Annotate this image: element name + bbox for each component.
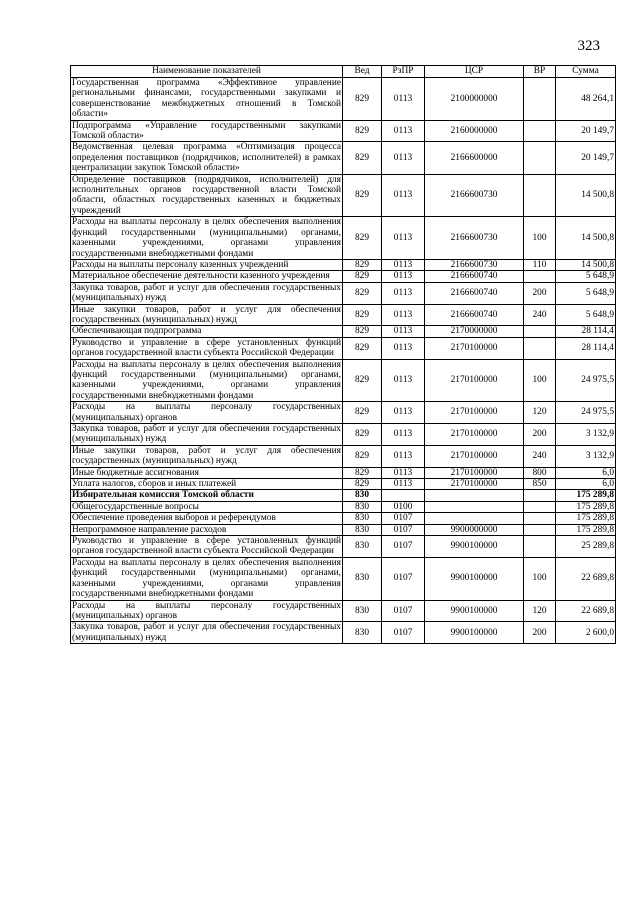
- table-row: [71, 142, 616, 174]
- row-ved: 829: [343, 174, 382, 217]
- row-csr: 2170100000: [425, 402, 524, 424]
- row-ved: 829: [343, 359, 382, 402]
- row-sum: 175 289,8: [556, 501, 616, 512]
- row-rzpr: 0113: [382, 304, 425, 326]
- row-name: Иные бюджетные ассигнования: [71, 467, 343, 478]
- row-csr: 2100000000: [425, 78, 524, 121]
- row-vr: [524, 174, 556, 217]
- table-row: [71, 557, 616, 600]
- row-ved: 830: [343, 557, 382, 600]
- header-ved: Вед: [343, 66, 382, 78]
- row-ved: 829: [343, 424, 382, 446]
- row-name: Обеспечивающая подпрограмма: [71, 326, 343, 337]
- table-row: [71, 78, 616, 121]
- row-rzpr: [382, 490, 425, 501]
- table-row: [71, 479, 616, 490]
- row-rzpr: 0113: [382, 174, 425, 217]
- row-vr: [524, 536, 556, 558]
- row-vr: [524, 326, 556, 337]
- row-csr: 2170100000: [425, 359, 524, 402]
- table-row: [71, 600, 616, 622]
- row-vr: [524, 120, 556, 142]
- row-vr: 200: [524, 424, 556, 446]
- row-rzpr: 0113: [382, 259, 425, 270]
- row-name: Подпрограмма «Управление государственными закупками Томской области»: [72, 120, 341, 142]
- row-sum: 48 264,1: [556, 78, 616, 121]
- row-csr: [425, 490, 524, 501]
- row-name: Расходы на выплаты персоналу в целях обеспечения выполнения функций государственными (муниципальными) органами, казенными учреждениями, органами управления государственными внебюджетными фондами: [72, 557, 341, 600]
- row-vr: 100: [524, 359, 556, 402]
- row-csr: [425, 513, 524, 524]
- row-rzpr: 0113: [382, 337, 425, 359]
- row-rzpr: 0107: [382, 600, 425, 622]
- row-vr: 120: [524, 402, 556, 424]
- row-csr: 2166600730: [425, 259, 524, 270]
- row-csr: 2170100000: [425, 424, 524, 446]
- row-vr: 200: [524, 622, 556, 644]
- table-row: [71, 501, 616, 512]
- row-ved: 829: [343, 337, 382, 359]
- row-csr: 2170000000: [425, 326, 524, 337]
- row-sum: 175 289,8: [556, 490, 616, 501]
- table-row: [71, 259, 616, 270]
- row-vr: [524, 524, 556, 535]
- row-vr: [524, 78, 556, 121]
- row-name: Закупка товаров, работ и услуг для обеспечения государственных (муниципальных) нужд: [72, 282, 341, 304]
- table-row: [71, 536, 616, 558]
- row-ved: 830: [343, 490, 382, 501]
- row-name: Расходы на выплаты персоналу в целях обеспечения выполнения функций государственными (муниципальными) органами, казенными учреждениями, органами управления государственными внебюджетными фондами: [72, 217, 341, 259]
- row-ved: 829: [343, 467, 382, 478]
- row-ved: 830: [343, 622, 382, 644]
- row-rzpr: 0113: [382, 142, 425, 174]
- table-row: [71, 402, 616, 424]
- row-csr: [425, 501, 524, 512]
- row-sum: 3 132,9: [556, 424, 616, 446]
- row-csr: 9900100000: [425, 536, 524, 558]
- row-sum: 5 648,9: [556, 304, 616, 326]
- row-rzpr: 0113: [382, 78, 425, 121]
- row-sum: 3 132,9: [556, 445, 616, 467]
- row-rzpr: 0113: [382, 120, 425, 142]
- row-ved: 829: [343, 402, 382, 424]
- row-vr: 110: [524, 259, 556, 270]
- header-rzpr: РзПР: [382, 66, 425, 78]
- row-csr: 2166600740: [425, 304, 524, 326]
- row-rzpr: 0113: [382, 445, 425, 467]
- table-row: [71, 513, 616, 524]
- header-name: Наименование показателей: [71, 66, 343, 78]
- table-row: [71, 174, 616, 217]
- table-row: [71, 271, 616, 282]
- table-row: [71, 524, 616, 535]
- row-ved: 830: [343, 501, 382, 512]
- header-csr: ЦСР: [425, 66, 524, 78]
- row-ved: 829: [343, 120, 382, 142]
- row-csr: 2166600740: [425, 282, 524, 304]
- row-vr: [524, 271, 556, 282]
- row-name: Иные закупки товаров, работ и услуг для обеспечения государственных (муниципальных) нужд: [72, 304, 341, 325]
- page-number: 323: [577, 38, 600, 54]
- row-csr: 2166600000: [425, 142, 524, 174]
- row-sum: 22 689,8: [556, 600, 616, 622]
- row-ved: 830: [343, 536, 382, 558]
- row-sum: 25 289,8: [556, 536, 616, 558]
- row-vr: 100: [524, 557, 556, 600]
- table-row: [71, 304, 616, 326]
- row-sum: 14 500,8: [556, 217, 616, 260]
- row-sum: 5 648,9: [556, 282, 616, 304]
- row-sum: 6,0: [556, 467, 616, 478]
- row-sum: 28 114,4: [556, 337, 616, 359]
- table-row: [71, 622, 616, 644]
- row-name: Обеспечение проведения выборов и референдумов: [71, 513, 343, 524]
- row-name: Иные закупки товаров, работ и услуг для обеспечения государственных (муниципальных) нужд: [72, 445, 341, 467]
- row-sum: 24 975,5: [556, 359, 616, 402]
- row-name: Расходы на выплаты персоналу в целях обеспечения выполнения функций государственными (муниципальными) органами, казенными учреждениями, органами управления государственными внебюджетными фондами: [72, 359, 341, 401]
- row-ved: 829: [343, 326, 382, 337]
- row-ved: 830: [343, 513, 382, 524]
- row-name: Общегосударственные вопросы: [71, 501, 343, 512]
- table-row: [71, 424, 616, 446]
- row-csr: 2170100000: [425, 337, 524, 359]
- row-name: Закупка товаров, работ и услуг для обеспечения государственных (муниципальных) нужд: [72, 622, 341, 643]
- row-vr: [524, 490, 556, 501]
- row-rzpr: 0107: [382, 513, 425, 524]
- budget-table: [70, 65, 616, 644]
- table-row: [71, 120, 616, 142]
- row-vr: [524, 501, 556, 512]
- row-vr: 850: [524, 479, 556, 490]
- row-ved: 829: [343, 271, 382, 282]
- table-row: [71, 490, 616, 501]
- row-name: Руководство и управление в сфере установленных функций органов государственной власти субъекта Российской Федерации: [72, 337, 341, 359]
- row-vr: [524, 142, 556, 174]
- header-sum: Сумма: [556, 66, 616, 78]
- row-sum: 2 600,0: [556, 622, 616, 644]
- row-rzpr: 0107: [382, 622, 425, 644]
- row-sum: 6,0: [556, 479, 616, 490]
- row-name: Определение поставщиков (подрядчиков, исполнителей) для исполнительных органов государственной власти Томской области, областных государственных казенных и бюджетных учреждений: [72, 174, 341, 216]
- row-rzpr: 0113: [382, 424, 425, 446]
- row-rzpr: 0113: [382, 479, 425, 490]
- table-row: [71, 467, 616, 478]
- row-csr: 2166600730: [425, 217, 524, 260]
- row-vr: [524, 337, 556, 359]
- row-ved: 829: [343, 445, 382, 467]
- row-csr: 2166600740: [425, 271, 524, 282]
- row-vr: 240: [524, 445, 556, 467]
- row-ved: 829: [343, 142, 382, 174]
- table-row: [71, 359, 616, 402]
- row-rzpr: 0113: [382, 326, 425, 337]
- header-row: [71, 66, 616, 78]
- row-sum: 5 648,9: [556, 271, 616, 282]
- table-row: [71, 282, 616, 304]
- row-rzpr: 0113: [382, 359, 425, 402]
- row-rzpr: 0107: [382, 524, 425, 535]
- row-ved: 829: [343, 282, 382, 304]
- row-name: Руководство и управление в сфере установленных функций органов государственной власти субъекта Российской Федерации: [72, 536, 341, 557]
- row-name: Расходы на выплаты персоналу государственных (муниципальных) органов: [72, 600, 341, 621]
- row-rzpr: 0113: [382, 467, 425, 478]
- header-vr: ВР: [524, 66, 556, 78]
- row-sum: 22 689,8: [556, 557, 616, 600]
- row-name: Государственная программа «Эффективное управление региональными финансами, государственными закупками и совершенствование межбюджетных отношений в Томской области»: [72, 78, 341, 120]
- row-rzpr: 0113: [382, 271, 425, 282]
- row-ved: 830: [343, 524, 382, 535]
- row-name: Уплата налогов, сборов и иных платежей: [71, 479, 343, 490]
- row-sum: 20 149,7: [556, 142, 616, 174]
- row-rzpr: 0107: [382, 557, 425, 600]
- row-rzpr: 0113: [382, 282, 425, 304]
- row-csr: 9900000000: [425, 524, 524, 535]
- row-rzpr: 0113: [382, 217, 425, 260]
- row-csr: 2160000000: [425, 120, 524, 142]
- row-ved: 829: [343, 217, 382, 260]
- table-header: [71, 66, 616, 78]
- row-ved: 829: [343, 304, 382, 326]
- table-row: [71, 337, 616, 359]
- row-vr: 120: [524, 600, 556, 622]
- row-vr: 200: [524, 282, 556, 304]
- row-csr: 9900100000: [425, 622, 524, 644]
- row-name: Расходы на выплаты персоналу казенных учреждений: [71, 259, 343, 270]
- row-sum: 20 149,7: [556, 120, 616, 142]
- table-row: [71, 445, 616, 467]
- row-vr: 100: [524, 217, 556, 260]
- row-name: Закупка товаров, работ и услуг для обеспечения государственных (муниципальных) нужд: [72, 424, 341, 445]
- table-row: [71, 217, 616, 260]
- row-sum: 14 500,8: [556, 259, 616, 270]
- row-ved: 830: [343, 600, 382, 622]
- row-ved: 829: [343, 78, 382, 121]
- row-name: Расходы на выплаты персоналу государственных (муниципальных) органов: [72, 402, 341, 423]
- row-rzpr: 0113: [382, 402, 425, 424]
- row-csr: 2170100000: [425, 445, 524, 467]
- row-name: Материальное обеспечение деятельности казенного учреждения: [71, 271, 343, 282]
- row-ved: 829: [343, 259, 382, 270]
- row-rzpr: 0100: [382, 501, 425, 512]
- row-vr: [524, 513, 556, 524]
- row-sum: 175 289,8: [556, 513, 616, 524]
- table-row: [71, 326, 616, 337]
- row-csr: 2166600730: [425, 174, 524, 217]
- row-sum: 14 500,8: [556, 174, 616, 217]
- table-body: [71, 78, 616, 644]
- row-sum: 24 975,5: [556, 402, 616, 424]
- row-vr: 240: [524, 304, 556, 326]
- row-csr: 2170100000: [425, 479, 524, 490]
- row-csr: 9900100000: [425, 600, 524, 622]
- row-ved: 829: [343, 479, 382, 490]
- row-name: Ведомственная целевая программа «Оптимизация процесса определения поставщиков (подрядчиков, исполнителей) в рамках централизации закупок Томской области»: [72, 142, 341, 174]
- row-csr: 9900100000: [425, 557, 524, 600]
- row-name: Избирательная комиссия Томской области: [71, 490, 343, 501]
- row-vr: 800: [524, 467, 556, 478]
- row-sum: 175 289,8: [556, 524, 616, 535]
- row-rzpr: 0107: [382, 536, 425, 558]
- row-name: Непрограммное направление расходов: [71, 524, 343, 535]
- row-csr: 2170100000: [425, 467, 524, 478]
- row-sum: 28 114,4: [556, 326, 616, 337]
